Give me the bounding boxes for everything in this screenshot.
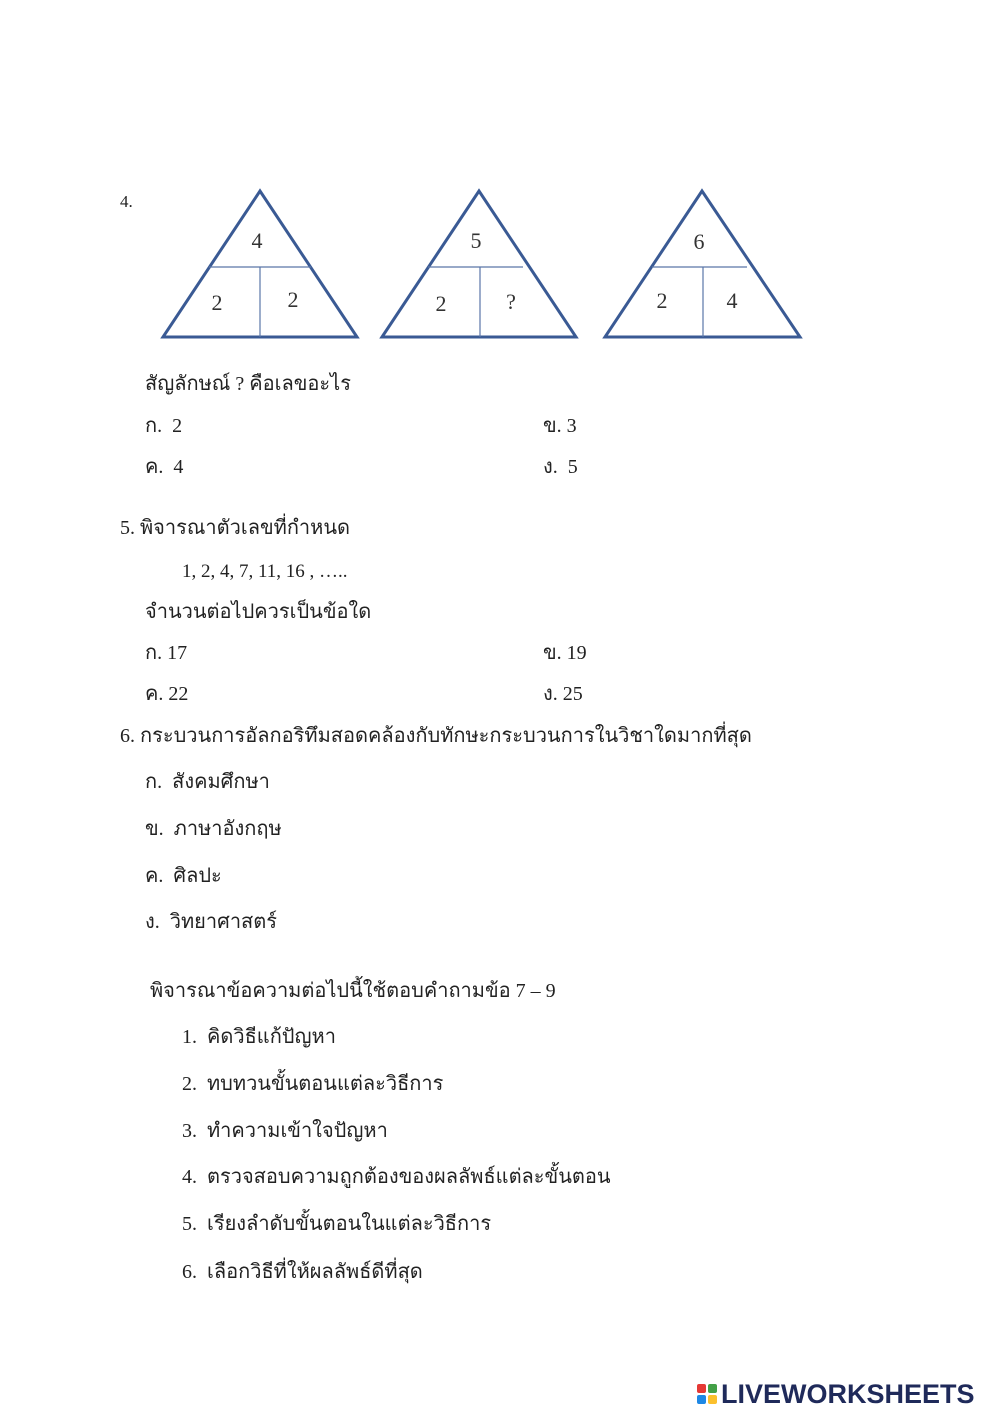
logo-square-blue	[697, 1395, 706, 1404]
triangle-1-left: 2	[211, 290, 223, 315]
item-number: 3.	[182, 1120, 197, 1142]
q6-choice-b	[145, 817, 282, 841]
q5-number: 5.	[120, 517, 135, 539]
q5-choice-d	[543, 682, 583, 706]
choice-label: ก.	[145, 642, 163, 664]
q5-sequence: 1, 2, 4, 7, 11, 16 , …..	[182, 561, 348, 582]
passage-item-6	[182, 1260, 423, 1284]
item-number: 4.	[182, 1166, 197, 1188]
triangle-1-right: 2	[287, 287, 299, 312]
choice-label: ก.	[145, 415, 163, 437]
triangle-3-right: 4	[726, 288, 738, 313]
choice-label: ง.	[543, 456, 558, 478]
q6-question	[120, 724, 752, 748]
q4-choice-b	[543, 414, 577, 438]
item-number: 5.	[182, 1213, 197, 1235]
passage-item-1	[182, 1025, 336, 1049]
choice-value: 25	[562, 683, 583, 705]
passage-item-3	[182, 1119, 388, 1143]
q5-choice-c	[145, 682, 188, 706]
q6-question-text: กระบวนการอัลกอริทึมสอดคล้องกับทักษะกระบวนการในวิชาใดมากที่สุด	[140, 725, 752, 747]
choice-label: ง.	[543, 683, 558, 705]
passage-intro: พิจารณาข้อความต่อไปนี้ใช้ตอบคำถามข้อ 7 – 9	[150, 980, 556, 1002]
choice-label: ค.	[145, 865, 164, 887]
triangle-2-outline	[382, 191, 576, 337]
choice-label: ง.	[145, 911, 160, 933]
q4-choice-c	[145, 455, 183, 479]
q5-choice-a	[145, 641, 187, 665]
choice-label: ค.	[145, 456, 164, 478]
triangle-2-left: 2	[435, 291, 447, 316]
choice-label: ข.	[543, 642, 562, 664]
triangle-1-top: 4	[251, 228, 263, 253]
item-text: เรียงลำดับขั้นตอนในแต่ละวิธีการ	[207, 1213, 492, 1235]
q5-choice-b	[543, 641, 587, 665]
triangle-figures	[150, 185, 810, 345]
q5-prompt-text: พิจารณาตัวเลขที่กำหนด	[140, 517, 351, 539]
choice-value: สังคมศึกษา	[172, 771, 270, 793]
choice-label: ค.	[145, 683, 164, 705]
triangle-3	[605, 191, 800, 337]
triangle-3-left: 2	[656, 288, 668, 313]
item-text: ตรวจสอบความถูกต้องของผลลัพธ์แต่ละขั้นตอน	[207, 1166, 611, 1188]
choice-value: 19	[566, 642, 587, 664]
item-text: ทำความเข้าใจปัญหา	[207, 1120, 388, 1142]
item-text: เลือกวิธีที่ให้ผลลัพธ์ดีที่สุด	[207, 1261, 423, 1283]
logo-text: LIVEWORKSHEETS	[721, 1378, 975, 1409]
choice-label: ข.	[145, 818, 164, 840]
choice-value: 3	[566, 415, 577, 437]
q6-number: 6.	[120, 725, 135, 747]
q4-choice-d	[543, 455, 578, 479]
passage-item-4	[182, 1165, 611, 1189]
choice-value: 5	[567, 456, 578, 478]
logo-square-yellow	[708, 1395, 717, 1404]
item-number: 2.	[182, 1073, 197, 1095]
choice-value: ภาษาอังกฤษ	[173, 818, 282, 840]
choice-value: 17	[167, 642, 188, 664]
triangle-3-top: 6	[693, 229, 705, 254]
liveworksheets-logo[interactable]	[697, 1378, 975, 1410]
logo-grid-icon	[697, 1384, 717, 1404]
item-text: ทบทวนขั้นตอนแต่ละวิธีการ	[207, 1073, 444, 1095]
choice-value: 4	[173, 456, 184, 478]
q6-choice-a	[145, 770, 270, 794]
choice-value: 2	[172, 415, 183, 437]
item-number: 1.	[182, 1026, 197, 1048]
triangle-2-unknown: ?	[506, 289, 516, 314]
q6-choice-d	[145, 910, 277, 934]
item-text: คิดวิธีแก้ปัญหา	[207, 1026, 336, 1048]
passage-item-2	[182, 1072, 443, 1096]
item-number: 6.	[182, 1261, 197, 1283]
choice-value: วิทยาศาสตร์	[169, 911, 277, 933]
triangle-1	[163, 191, 357, 337]
q4-question: สัญลักษณ์ ? คือเลขอะไร	[145, 373, 351, 395]
passage-item-5	[182, 1212, 491, 1236]
logo-square-red	[697, 1384, 706, 1393]
choice-value: ศิลปะ	[173, 865, 222, 887]
q4-number: 4.	[120, 192, 133, 211]
choice-label: ข.	[543, 415, 562, 437]
q4-choice-a	[145, 414, 182, 438]
q6-choice-c	[145, 864, 222, 888]
choice-label: ก.	[145, 771, 163, 793]
triangle-2-top: 5	[470, 228, 482, 253]
q5-question: จำนวนต่อไปควรเป็นข้อใด	[145, 601, 372, 623]
q5-prompt	[120, 516, 350, 540]
choice-value: 22	[168, 683, 189, 705]
logo-square-green	[708, 1384, 717, 1393]
triangle-2	[382, 191, 576, 337]
